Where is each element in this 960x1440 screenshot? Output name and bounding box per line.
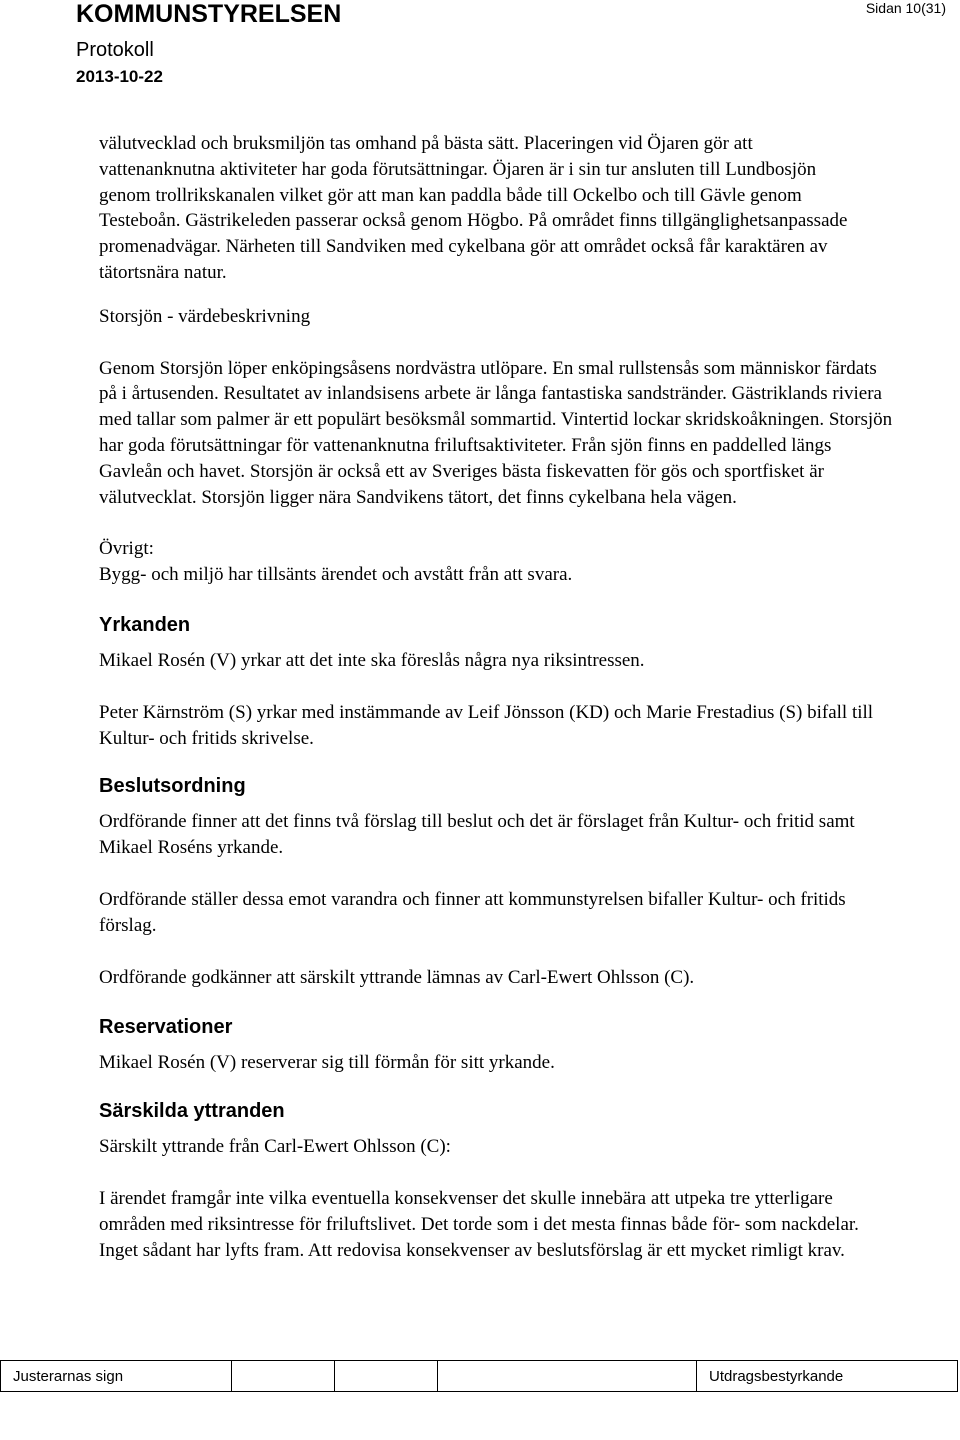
beslut-paragraph-2: Ordförande ställer dessa emot varandra och finner att kommunstyrelsen bifaller Kultur- och fritids förslag. — [99, 888, 846, 936]
heading-beslutsordning: Beslutsordning — [99, 775, 246, 798]
heading-yrkanden: Yrkanden — [99, 613, 191, 636]
document-body — [99, 131, 899, 1263]
beslut-paragraph-3: Ordförande godkänner att särskilt yttrande lämnas av Carl-Ewert Ohlsson (C). — [99, 966, 695, 988]
utdragsbestyrkande-cell: Utdragsbestyrkande — [697, 1361, 958, 1392]
beslut-paragraph-1: Ordförande finner att det finns två förslag till beslut och det är förslaget från Kultur- och fritid samt Mikael Roséns yrkande. — [99, 811, 855, 859]
yrkanden-paragraph-1: Mikael Rosén (V) yrkar att det inte ska föreslås några nya riksintressen. — [99, 649, 645, 671]
heading-sarskilda-yttranden: Särskilda yttranden — [99, 1100, 285, 1123]
signature-box-1 — [232, 1361, 335, 1392]
document-date: 2013-10-22 — [76, 67, 163, 86]
heading-reservationer: Reservationer — [99, 1016, 233, 1039]
signature-footer — [0, 1360, 960, 1440]
organization-name: KOMMUNSTYRELSEN — [76, 0, 342, 28]
ovrigt-text: Bygg- och miljö har tillsänts ärendet och avstått från att svara. — [99, 564, 573, 586]
signature-box-3 — [438, 1361, 697, 1392]
page-number: Sidan 10(31) — [865, 0, 946, 16]
subheading-storsjon: Storsjön - värdebeskrivning — [99, 305, 311, 327]
sarskilt-yttrande-intro: Särskilt yttrande från Carl-Ewert Ohlsson (C): — [99, 1136, 451, 1158]
paragraph-storsjon: Genom Storsjön löper enköpingsåsens nordvästra utlöpare. En smal rullstensås som människor färdats på i årtusenden. Resultatet av inlandsisens arbete är långa fantastiska sandstränder. Gästriklands riviera med tallar som palmer är ett populärt besöksmål sommartid. Vintertid lockar skridskoåkningen. Storsjön har goda förutsättningar för vattenanknutna friluftsaktiviteter. Från sjön finns en paddelled längs Gavleån och havet. Storsjön är också ett av Sveriges bästa fiskevatten för gös och sportfisket är välutvecklat. Storsjön ligger nära Sandvikens tätort, det finns cykelbana hela vägen. — [99, 357, 893, 508]
sarskilt-yttrande-text: I ärendet framgår inte vilka eventuella konsekvenser det skulle innebära att utpeka tre ytterligare områden med riksintresse för friluftslivet. Det torde som i det mesta finnas både för- som nackdelar. Inget sådant har lyfts fram. Att redovisa konsekvenser av beslutsförslag är ett mycket rimligt krav. — [99, 1187, 859, 1261]
paragraph-hogbo: välutvecklad och bruksmiljön tas omhand på bästa sätt. Placeringen vid Öjaren gör att vattenanknutna aktiviteter har goda förutsättningar. Öjaren är i sin tur ansluten till Lundbosjön genom trollrikskanalen vilket gör att man kan paddla både till Ockelbo och till Gävle genom Testeboån. Gästrikeleden passerar också genom Högbo. På området finns tillgänglighetsanpassade promenadvägar. Närheten till Sandviken med cykelbana gör att området också får karaktären av tätortsnära natur. — [99, 133, 848, 283]
yrkanden-paragraph-2: Peter Kärnström (S) yrkar med instämmande av Leif Jönsson (KD) och Marie Frestadius (S) bifall till Kultur- och fritids skrivelse. — [99, 701, 874, 749]
signature-table — [0, 1360, 958, 1392]
reservation-paragraph: Mikael Rosén (V) reserverar sig till förmån för sitt yrkande. — [99, 1052, 555, 1074]
signature-box-2 — [335, 1361, 438, 1392]
document-type: Protokoll — [76, 39, 154, 61]
justerarnas-sign-cell: Justerarnas sign — [1, 1361, 232, 1392]
ovrigt-label: Övrigt: — [99, 538, 154, 560]
